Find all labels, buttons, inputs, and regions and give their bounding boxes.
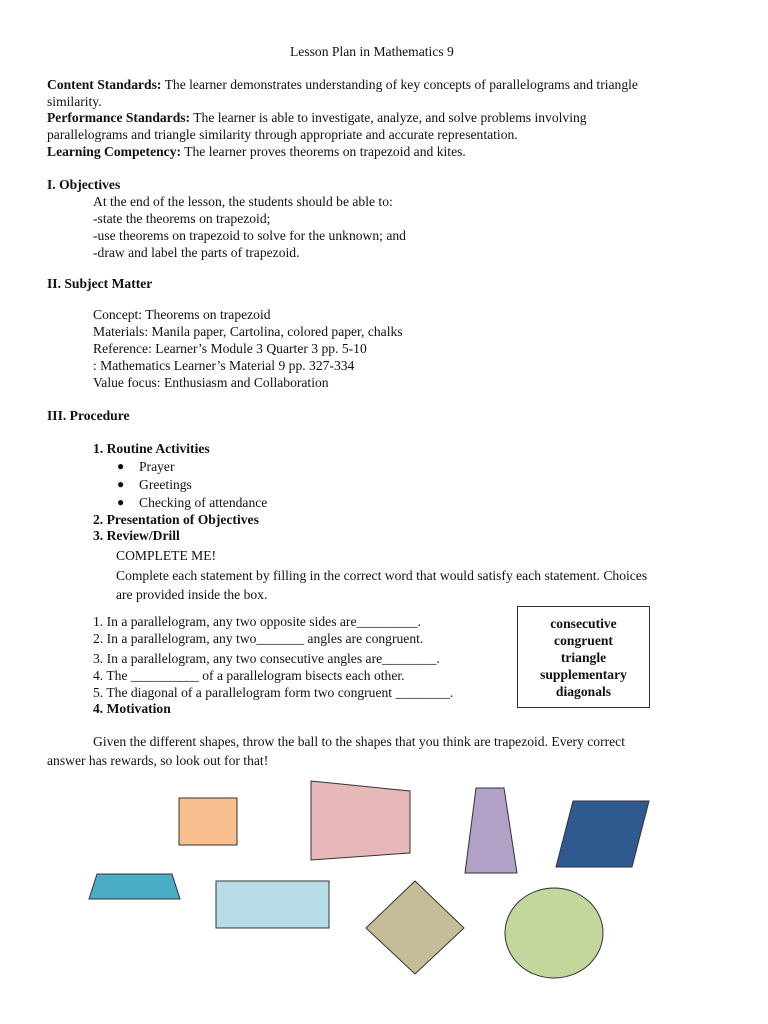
statement-item: 2. In a parallelogram, any two_______ angles are congruent. <box>93 631 424 646</box>
choice-item: consecutive <box>550 615 617 631</box>
blue-parallelogram-shape <box>556 801 649 867</box>
choice-item: congruent <box>554 632 613 648</box>
bullet-icon: ● <box>117 477 125 491</box>
motivation-text-line-2: answer has rewards, so look out for that! <box>47 753 269 768</box>
learning-competency-text: The learner proves theorems on trapezoid and kites. <box>181 144 466 159</box>
tan-rhombus-shape <box>366 881 464 974</box>
light-blue-rectangle-shape <box>216 881 329 928</box>
review-drill-heading: 3. Review/Drill <box>93 528 180 543</box>
content-standards-line-2: similarity. <box>47 94 102 109</box>
bullet-icon: ● <box>117 459 125 473</box>
subject-matter-line: Value focus: Enthusiasm and Collaboration <box>93 375 329 390</box>
bullet-icon: ● <box>117 495 125 509</box>
motivation-text-line-1: Given the different shapes, throw the ball to the shapes that you think are trapezoid. Every correct <box>93 734 625 749</box>
shapes-illustration <box>0 770 768 1010</box>
choice-item: diagonals <box>555 683 612 699</box>
routine-item: Prayer <box>139 459 175 474</box>
routine-item: Greetings <box>139 477 192 492</box>
procedure-heading: III. Procedure <box>47 408 130 423</box>
subject-matter-line: Concept: Theorems on trapezoid <box>93 307 271 322</box>
orange-square-shape <box>179 798 237 845</box>
performance-standards-line-1 <box>47 110 587 126</box>
subject-matter-heading: II. Subject Matter <box>47 276 153 291</box>
learning-competency-line <box>47 144 466 160</box>
green-circle-shape <box>505 888 603 978</box>
statement-item: 4. The __________ of a parallelogram bisects each other. <box>93 668 405 683</box>
statement-item: 3. In a parallelogram, any two consecutive angles are________. <box>93 651 440 666</box>
objective-item: -draw and label the parts of trapezoid. <box>93 245 300 260</box>
objectives-intro: At the end of the lesson, the students should be able to: <box>93 194 393 209</box>
objective-item: -state the theorems on trapezoid; <box>93 211 271 226</box>
routine-activities-heading: 1. Routine Activities <box>93 441 210 456</box>
statement-item: 5. The diagonal of a parallelogram form two congruent ________. <box>93 685 454 700</box>
objective-item: -use theorems on trapezoid to solve for the unknown; and <box>93 228 406 243</box>
routine-item: Checking of attendance <box>139 495 268 510</box>
statement-item: 1. In a parallelogram, any two opposite sides are_________. <box>93 614 422 629</box>
subject-matter-line: Materials: Manila paper, Cartolina, colored paper, chalks <box>93 324 403 339</box>
motivation-heading: 4. Motivation <box>93 701 171 716</box>
choice-item: supplementary <box>540 666 627 682</box>
objectives-heading: I. Objectives <box>47 177 121 192</box>
content-standards-line-1 <box>47 77 638 93</box>
choice-item: triangle <box>560 649 607 665</box>
pink-trapezoid-shape <box>311 781 410 860</box>
learning-competency-label: Learning Competency: <box>47 144 182 159</box>
performance-standards-text: The learner is able to investigate, analyze, and solve problems involving <box>190 110 587 125</box>
page-title: Lesson Plan in Mathematics 9 <box>290 44 454 59</box>
content-standards-label: Content Standards: <box>47 77 162 92</box>
subject-matter-line: Reference: Learner’s Module 3 Quarter 3 pp. 5-10 <box>93 341 367 356</box>
choices-box <box>517 606 650 708</box>
content-standards-text: The learner demonstrates understanding of key concepts of parallelograms and triangle <box>161 77 638 92</box>
performance-standards-label: Performance Standards: <box>47 110 191 125</box>
subject-matter-line: : Mathematics Learner’s Material 9 pp. 327-334 <box>93 358 355 373</box>
teal-trapezoid-shape <box>89 874 180 899</box>
performance-standards-line-2: parallelograms and triangle similarity through appropriate and accurate representation. <box>47 127 518 142</box>
instruction-line-2: are provided inside the box. <box>116 587 268 602</box>
instruction-line-1: Complete each statement by filling in the correct word that would satisfy each statement. Choices <box>116 568 648 583</box>
complete-me-label: COMPLETE ME! <box>116 548 217 563</box>
presentation-heading: 2. Presentation of Objectives <box>93 512 259 527</box>
purple-trapezoid-shape <box>465 788 517 873</box>
